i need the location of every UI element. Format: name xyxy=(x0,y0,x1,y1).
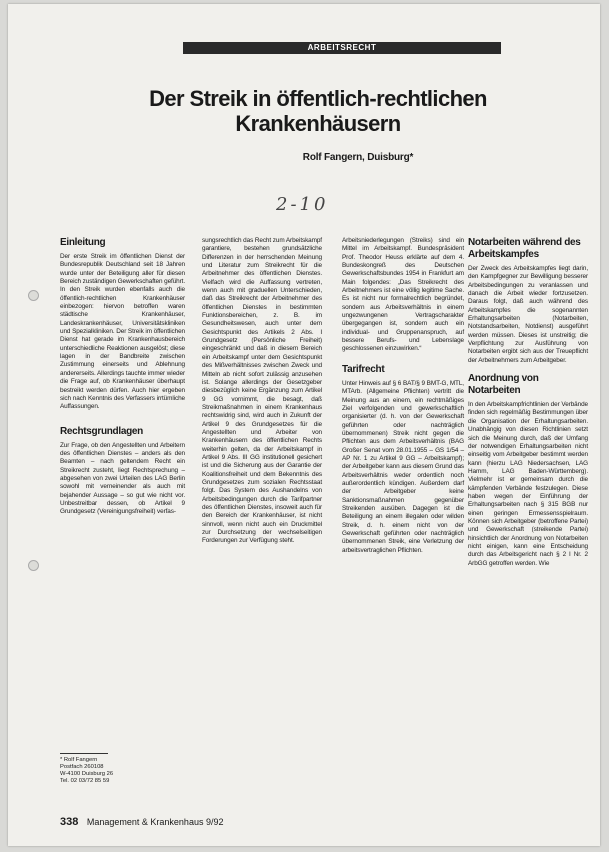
heading-rechtsgrundlagen: Rechtsgrundlagen xyxy=(60,425,143,437)
paragraph: sungsrechtlich das Recht zum Arbeitskampf garantiere, bestehen grundsätzliche Differenzen in der herrschenden Meinung und Literatur zum Streikrecht für die Arbeitnehmer des öffentlichen Dienstes. Vielfach wird die Auffassung vertreten, wenn auch mit graduellen Unterschieden, daß das Streikrecht der Arbeitnehmer des öffentlichen Dienstes in bestimmten Funktionsbereichen, z. B. im Gesundheitswesen, auch unter dem Gesichtspunkt des Artikels 2 Abs. I Grundgesetz (Persönliche Freiheit) eingeschränkt und daß in diesem Bereich ein Arbeitskampf unter dem Gesichtspunkt des Mißverhältnisses zwischen Zweck und Mitteln ab nicht sofort zulässig anzusehen ist. Solange allerdings der Gesetzgeber diesbezüglich keine Ergänzung zum Artikel 9 GG vornimmt, die besagt, daß Streikmaßnahmen in einem Krankenhaus rechtswidrig sind, wird auch in Zukunft der Artikel 9 des Grundgesetzes für die Angestellten und Arbeiter von Krankenhäusern des öffentlichen Rechts weiterhin gelten, da der Arbeitskampf in Artikel 9 Abs. III GG institutionell gesichert ist und die Sicherung aus der Garantie der Koalitionsfreiheit und dem Bekenntnis des Grundgesetzes zum sozialen Rechtsstaat folgt. Das System des Aushandelns von Arbeitsbedingungen durch die Tarifpartner des öffentlichen Dienstes, insoweit auch für den Bereich der Krankenhäuser, ist nicht sinnvoll, wenn nicht auch ein Druckmittel zur Durchsetzung der wechselseitigen Forderungen zur Verfügung steht. xyxy=(202,237,322,545)
punch-hole xyxy=(28,560,39,571)
heading-notarbeiten: Notarbeiten während des Arbeitskampfes xyxy=(468,237,581,260)
column-2 xyxy=(202,237,322,546)
handwritten-note: 2-10 xyxy=(276,194,329,215)
paragraph: Zur Frage, ob den Angestellten und Arbeitern des öffentlichen Dienstes – anders als den Beamten – nach geltendem Recht ein Streikrecht zusteht, liegt Rechtsprechung – abgesehen von zwei Urteilen des LAG Berlin sowohl mit verneinender als auch mit bejahender Aussage – so gut wie nicht vor. Unbestreitbar dessen, ob Artikel 9 Grundgesetz (Vereinigungsfreiheit) verfas- xyxy=(60,441,185,516)
column-3 xyxy=(342,237,464,555)
footnote-divider xyxy=(60,753,108,754)
column-1 xyxy=(60,237,185,517)
page-number: 338 xyxy=(60,816,79,828)
paragraph: Der Zweck des Arbeitskampfes liegt darin, den Kampfgegner zur Bewilligung besserer Arbeitsbedingungen zu veranlassen und danach die Arbeit wieder fortzusetzen. Daraus folgt, daß auch während des Arbeitskampfes die sogenannten Erhaltungsarbeiten (Notarbeiten, Notstandsarbeiten, Notdienst) ausgeführt werden müssen. Dieses ist unstreitig; die Verpflichtung zur Ausführung von Notarbeiten ergibt sich aus der Treuepflicht der Arbeitnehmers zum Arbeitgeber. xyxy=(468,265,588,364)
section-label: ARBEITSRECHT xyxy=(183,42,501,54)
title-line-2: Krankenhäusern xyxy=(235,111,401,136)
article-title xyxy=(68,86,568,136)
heading-einleitung: Einleitung xyxy=(60,237,106,248)
author-footnote: * Rolf Fangern Postfach 260108 W-4100 Duisburg 26 Tel. 02 03/72 85 59 xyxy=(60,757,114,784)
heading-anordnung: Anordnung von Notarbeiten xyxy=(468,373,539,397)
page-footer xyxy=(60,816,223,828)
author-line: Rolf Fangern, Duisburg* xyxy=(302,152,414,163)
document-page xyxy=(8,4,600,846)
paragraph: Der erste Streik im öffentlichen Dienst der Bundesrepublik Deutschland seit 18 Jahren wurde unter der Beteiligung aller für diesen Bereich zuständigen Gewerkschaften geführt. In den Streik wurden ebenfalls auch die öffentlich-rechtlichen Krankenhäuser einbezogen: hiervon betroffen waren städtische Krankenhäuser, Landeskrankenhäuser, Universitätskliniken und Spezialkliniken. Der Streik im öffentlichen Dienst hat gerade im Krankenhausbereich unterschiedliche Reaktionen ausgelöst; diese lagen in der Bandbreite zwischen Zustimmung einerseits und Ablehnung andererseits. Allerdings tauchte immer wieder die Frage auf, ob Krankenhäuser überhaupt bestreikt werden dürfen. Auch hier ergeben sich nach Kenntnis des Verfassers irrtümliche Auffassungen. xyxy=(60,253,186,411)
punch-hole xyxy=(28,290,39,301)
paragraph: Arbeitsniederlegungen (Streiks) sind ein Mittel im Arbeitskampf. Bundespräsident Prof. Theodor Heuss erklärte auf dem 4. Bundeskongreß des Deutschen Gewerkschaftsbundes 1954 in Frankfurt am Main folgendes: „Das Streikrecht des Arbeitnehmers ist eine völlig legitime Sache. Es ist nicht nur formalrechtlich begründet, sondern aus Arbeitsverhältnis in einem ungezwungenen Vertragscharakter übergegangen ist, sondern auch ein individual- und Gruppenanspruch, auf bessere Berufs- und Lebenslage geschlossenen einzuwirken.“ xyxy=(342,237,464,353)
title-line-1: Der Streik in öffentlich-rechtlichen xyxy=(149,86,487,111)
paragraph: In den Arbeitskampfrichtlinien der Verbände finden sich regelmäßig Bestimmungen über die Organisation der Erhaltungsarbeiten. Unabhängig von diesen Richtlinien setzt sich die Meinung durch, daß der Umfang der notwendigen Erhaltungsarbeiten nicht einseitig vom Arbeitgeber bestimmt werden kann (hierzu LAG Niedersachsen, LAG Hamm, LAG Baden-Württemberg). Vielmehr ist er gemeinsam durch die kämpfenden Verbände festzulegen. Diese haben wegen der Einführung der Erhaltungsarbeiten nach § 315 BGB nur einen geringen Ermessensspielraum. Können sich Arbeitgeber (betroffene Partei) und Gewerkschaft (streikende Partei) hinsichtlich der Anordnung von Notarbeiten nicht einigen, kann eine Entscheidung durch das Arbeitsgericht nach § 2 I Nr. 2 ArbGG getroffen werden. Wie xyxy=(468,401,588,567)
heading-tarifrecht: Tarifrecht xyxy=(342,363,385,375)
column-4 xyxy=(468,237,588,568)
paragraph: Unter Hinweis auf § 6 BAT/§ 9 BMT-G, MTL, MTArb. (Allgemeine Pflichten) vertritt die Meinung aus an einem, ein rechtmäßiges Ziel verfolgenden und gewerkschaftlich organisierter (d. h. von der Gewerkschaft geführten oder nachträglich übernommenen) Streik nicht gegen die Pflichten aus dem Arbeitsverhältnis (BAG Großer Senat vom 28.01.1955 – GS 1/54 – AP Nr. 1 zu Artikel 9 GG – Arbeitskampf); der Arbeitgeber kann aus diesem Grund das Arbeitsverhältnis weder ordentlich noch außerordentlich kündigen. Außerdem darf der Arbeitgeber keine Sanktionsmaßnahmen gegenüber Streikenden ausüben. Dagegen ist die Beteiligung an einem illegalen oder wilden Streik, d. h. einem nicht von der Gewerkschaft geführten oder nachträglich übernommenen Streik, eine Verletzung der arbeitsvertraglichen Pflichten. xyxy=(342,379,464,554)
journal-name: Management & Krankenhaus 9/92 xyxy=(86,817,224,827)
